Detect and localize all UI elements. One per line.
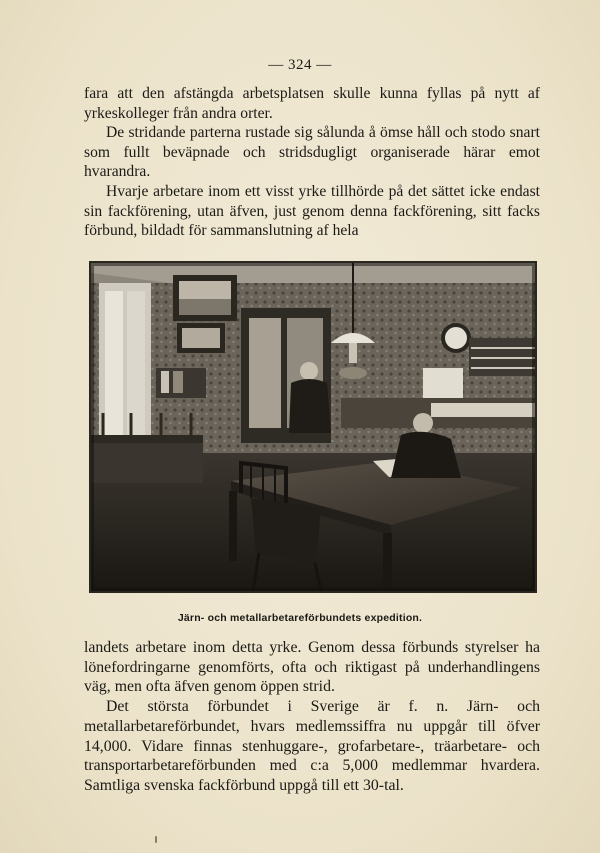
photograph-illustration [91, 263, 535, 591]
paragraph: De stridande parterna rustade sig sålunda å ömse håll och stodo snart som fullt beväpnade och stridsdugligt organiserade härar emot hvarandra. [84, 124, 540, 181]
page-number: — 324 — [268, 57, 332, 73]
body-text-bottom [84, 638, 540, 796]
paragraph: Hvarje arbetare inom ett visst yrke tillhörde på det sättet icke endast sin fackförening, utan äfven, just genom denna fackförening, sitt facks förbund, bildadt för sammanslutning af hela [84, 182, 540, 240]
paragraph: fara att den afstängda arbetsplatsen skulle kunna fyllas på nytt af yrkeskolleger från andra orter. [84, 85, 540, 122]
paragraph: Det största förbundet i Sverige är f. n. Järn- och metallarbetareförbundet, hvars medlemssiffra nu uppgår till öfver 14,000. Vidare finnas stenhuggare-, grofarbetare-, träarbetare- och transportarbetareförbunden med c:a 5,000 medlemmar hvardera. Samtliga svenska fackförbund uppgå till ett 30-tal. [84, 698, 540, 794]
body-text-top [84, 84, 540, 241]
figure-caption: Järn- och metallarbetareförbundets expedition. [177, 612, 423, 624]
paragraph: landets arbetare inom detta yrke. Genom dessa förbunds styrelser ha lönefordringarne genomförts, ofta och riktigast på underhandlingens väg, men ofta äfven genom öppen strid. [84, 639, 540, 696]
office-photograph [89, 261, 537, 593]
paper-speck [155, 836, 157, 843]
